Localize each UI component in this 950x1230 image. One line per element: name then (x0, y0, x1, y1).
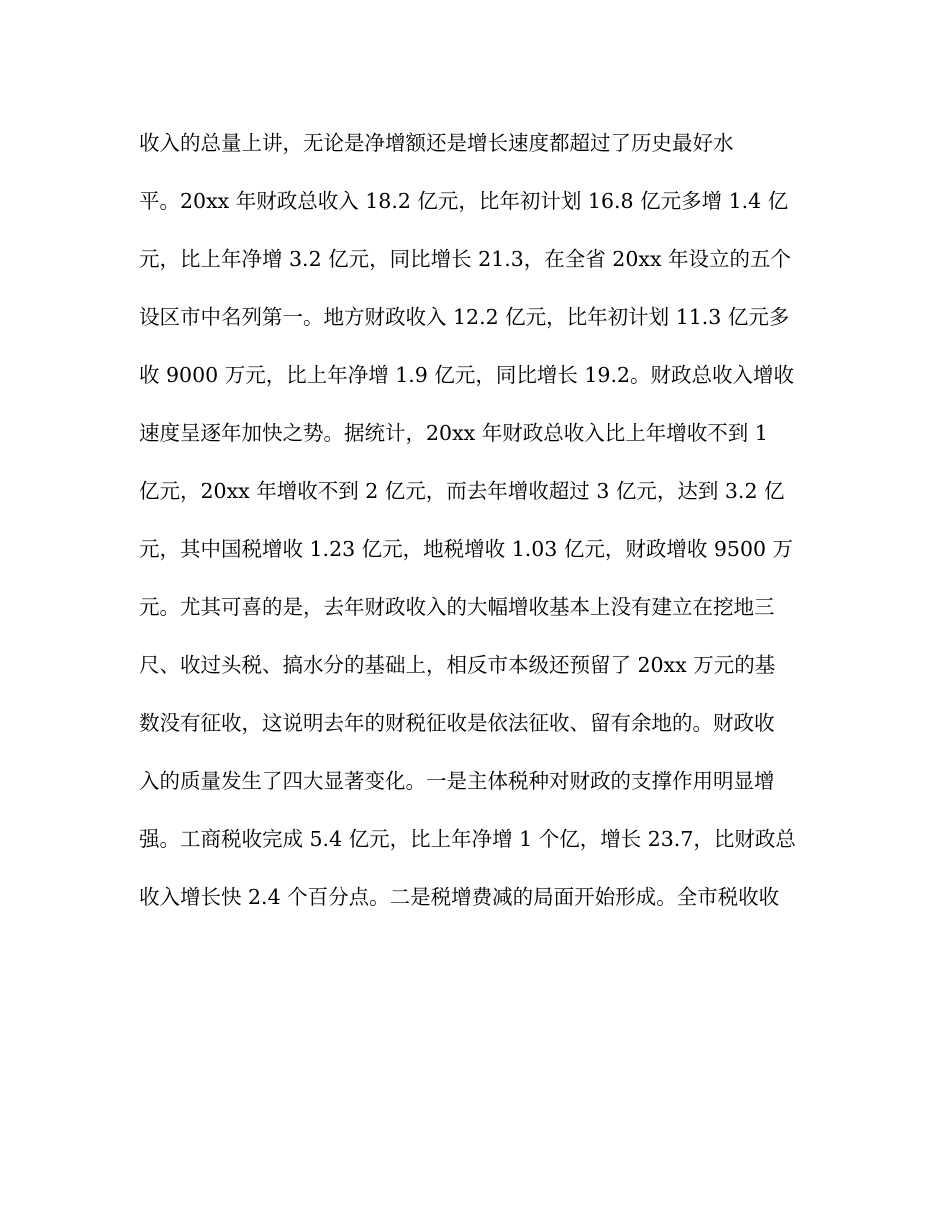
text-line: 元，比上年净增 3.2 亿元，同比增长 21.3，在全省 20xx 年设立的五个 (139, 247, 792, 271)
text-line: 元。尤其可喜的是，去年财政收入的大幅增收基本上没有建立在挖地三 (139, 595, 775, 619)
text-line: 强。工商税收完成 5.4 亿元，比上年净增 1 个亿，增长 23.7，比财政总 (139, 827, 796, 851)
text-line: 亿元，20xx 年增收不到 2 亿元，而去年增收超过 3 亿元，达到 3.2 亿 (139, 479, 785, 503)
body-paragraph (139, 122, 839, 934)
text-line: 收 9000 万元，比上年净增 1.9 亿元，同比增长 19.2。财政总收入增收 (139, 363, 794, 387)
text-line: 收入的总量上讲，无论是净增额还是增长速度都超过了历史最好水 (139, 131, 734, 155)
text-line: 设区市中名列第一。地方财政收入 12.2 亿元，比年初计划 11.3 亿元多 (139, 305, 790, 329)
text-line: 元，其中国税增收 1.23 亿元，地税增收 1.03 亿元，财政增收 9500 万 (139, 537, 794, 561)
text-line: 入的质量发生了四大显著变化。一是主体税种对财政的支撑作用明显增 (139, 769, 775, 793)
text-line: 数没有征收，这说明去年的财税征收是依法征收、留有余地的。财政收 (139, 711, 775, 735)
text-line: 尺、收过头税、搞水分的基础上，相反市本级还预留了 20xx 万元的基 (139, 653, 776, 677)
text-line: 平。20xx 年财政总收入 18.2 亿元，比年初计划 16.8 亿元多增 1.4 亿 (139, 189, 789, 213)
text-line: 速度呈逐年加快之势。据统计，20xx 年财政总收入比上年增收不到 1 (139, 421, 768, 445)
text-line: 收入增长快 2.4 个百分点。二是税增费减的局面开始形成。全市税收收 (139, 885, 780, 909)
